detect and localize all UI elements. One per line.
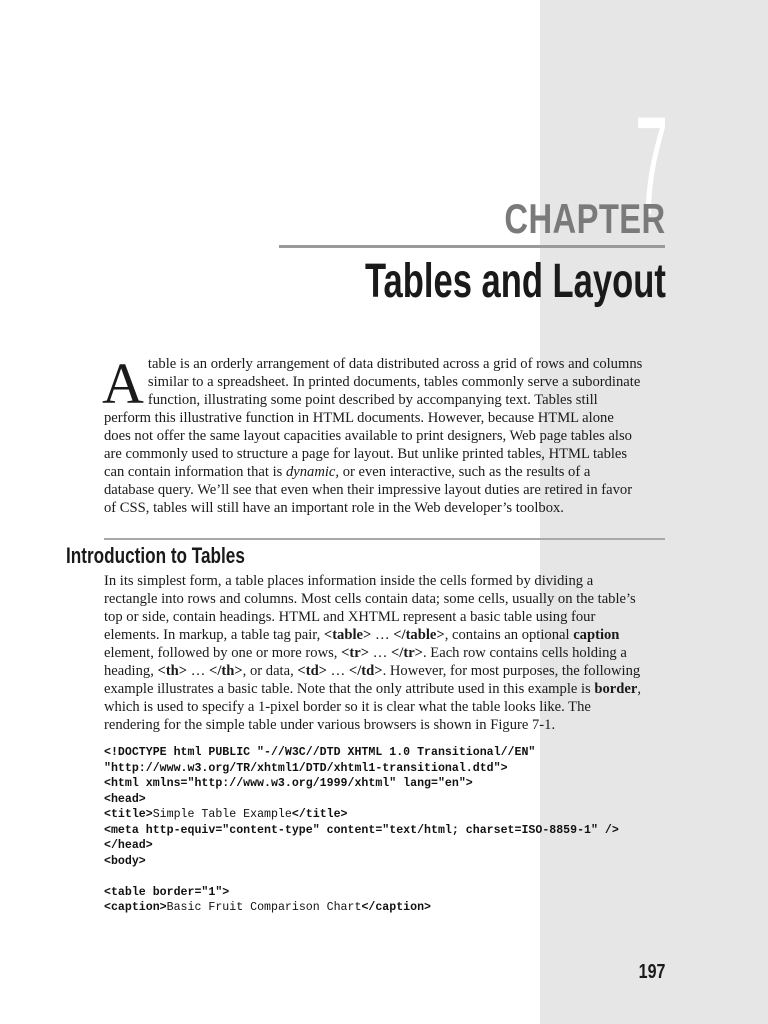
section-text: , which is used to specify a 1-pixel border so it is clear what the table looks like. The rendering for the simple table under various browsers is shown in Figure 7-1. [104,681,642,733]
chapter-number: 7 [635,87,668,244]
section-text: In its simplest form, a table places information inside the cells formed by dividing a rectangle into rows and columns. Most cells contain data; some cells, usually on the table’s top or side, contain headings. HTML and XHTML represent a basic table using four elements. In markup, a table tag pair, [104,573,636,643]
code-term-tr-close: </tr> [390,645,423,661]
code-term-tr-open: <tr> [341,645,370,661]
code-term-border: border [594,681,638,697]
code-line: <table border="1"> [104,885,230,899]
code-line: </title> [291,808,348,821]
code-term-table-open: <table> [323,627,372,643]
section-text: element, followed by one or more rows, [104,645,342,661]
code-line: <meta http-equiv="content-type" content="text/html; charset=ISO-8859-1" /> [104,823,619,837]
code-line: <!DOCTYPE html PUBLIC "-//W3C//DTD XHTML 1.0 Transitional//EN" [104,746,536,759]
chapter-rule [279,245,665,248]
code-term-th-close: </th> [209,663,243,679]
code-line: </caption> [361,901,432,914]
code-line: <body> [104,854,146,868]
code-term-th-open: <th> [157,663,188,679]
code-line: <head> [104,792,146,806]
page-number: 197 [638,961,665,983]
code-line: "http://www.w3.org/TR/xhtml1/DTD/xhtml1-transitional.dtd"> [104,761,508,775]
section-text: … [187,663,209,679]
drop-cap: A [102,351,144,416]
section-text: … [371,627,394,643]
code-line: </head> [104,839,153,852]
code-term-td-open: <td> [297,663,327,679]
section-text: , contains an optional [444,627,574,643]
section-text: . However, for most purposes, the following example illustrates a basic table. Note that the only attribute used in this example is [104,663,641,697]
section-heading: Introduction to Tables [66,543,245,568]
code-line: <title> [104,808,153,821]
code-line-content: Basic Fruit Comparison Chart [166,901,362,914]
section-text: . Each row contains cells holding a heading, [104,645,627,679]
section-paragraph [104,572,644,734]
code-term-td-close: </td> [348,663,383,679]
section-text: … [369,645,391,661]
code-line: <html xmlns="http://www.w3.org/1999/xhtml" lang="en"> [104,777,473,790]
intro-italic-term: dynamic, [285,464,340,480]
section-rule [104,538,665,540]
code-line-content: Simple Table Example [152,808,292,821]
code-term-caption: caption [573,627,620,643]
code-listing [104,745,684,916]
intro-paragraph [102,351,644,517]
chapter-label: CHAPTER [504,195,666,242]
intro-text-part1: table is an orderly arrangement of data distributed across a grid of rows and columns similar to a spreadsheet. In printed documents, tables commonly serve a subordinate function, illustrating some point described by accompanying text. Tables still perform this illustrative function in HTML documents. However, because HTML alone does not offer the same layout capacities available to print designers, Web page tables also are commonly used to structure a page for layout. But unlike printed tables, HTML tables can contain information that is [104,356,643,480]
section-text: , or data, [242,663,298,679]
code-term-table-close: </table> [393,627,445,643]
intro-text-part2: or even interactive, such as the results of a database query. We’ll see that even when their impressive layout duties are retired in favor of CSS, tables will still have an important role in the Web developer’s toolbox. [104,464,633,516]
section-text: … [327,663,349,679]
chapter-title: Tables and Layout [365,255,666,308]
code-line: <caption> [104,901,167,914]
